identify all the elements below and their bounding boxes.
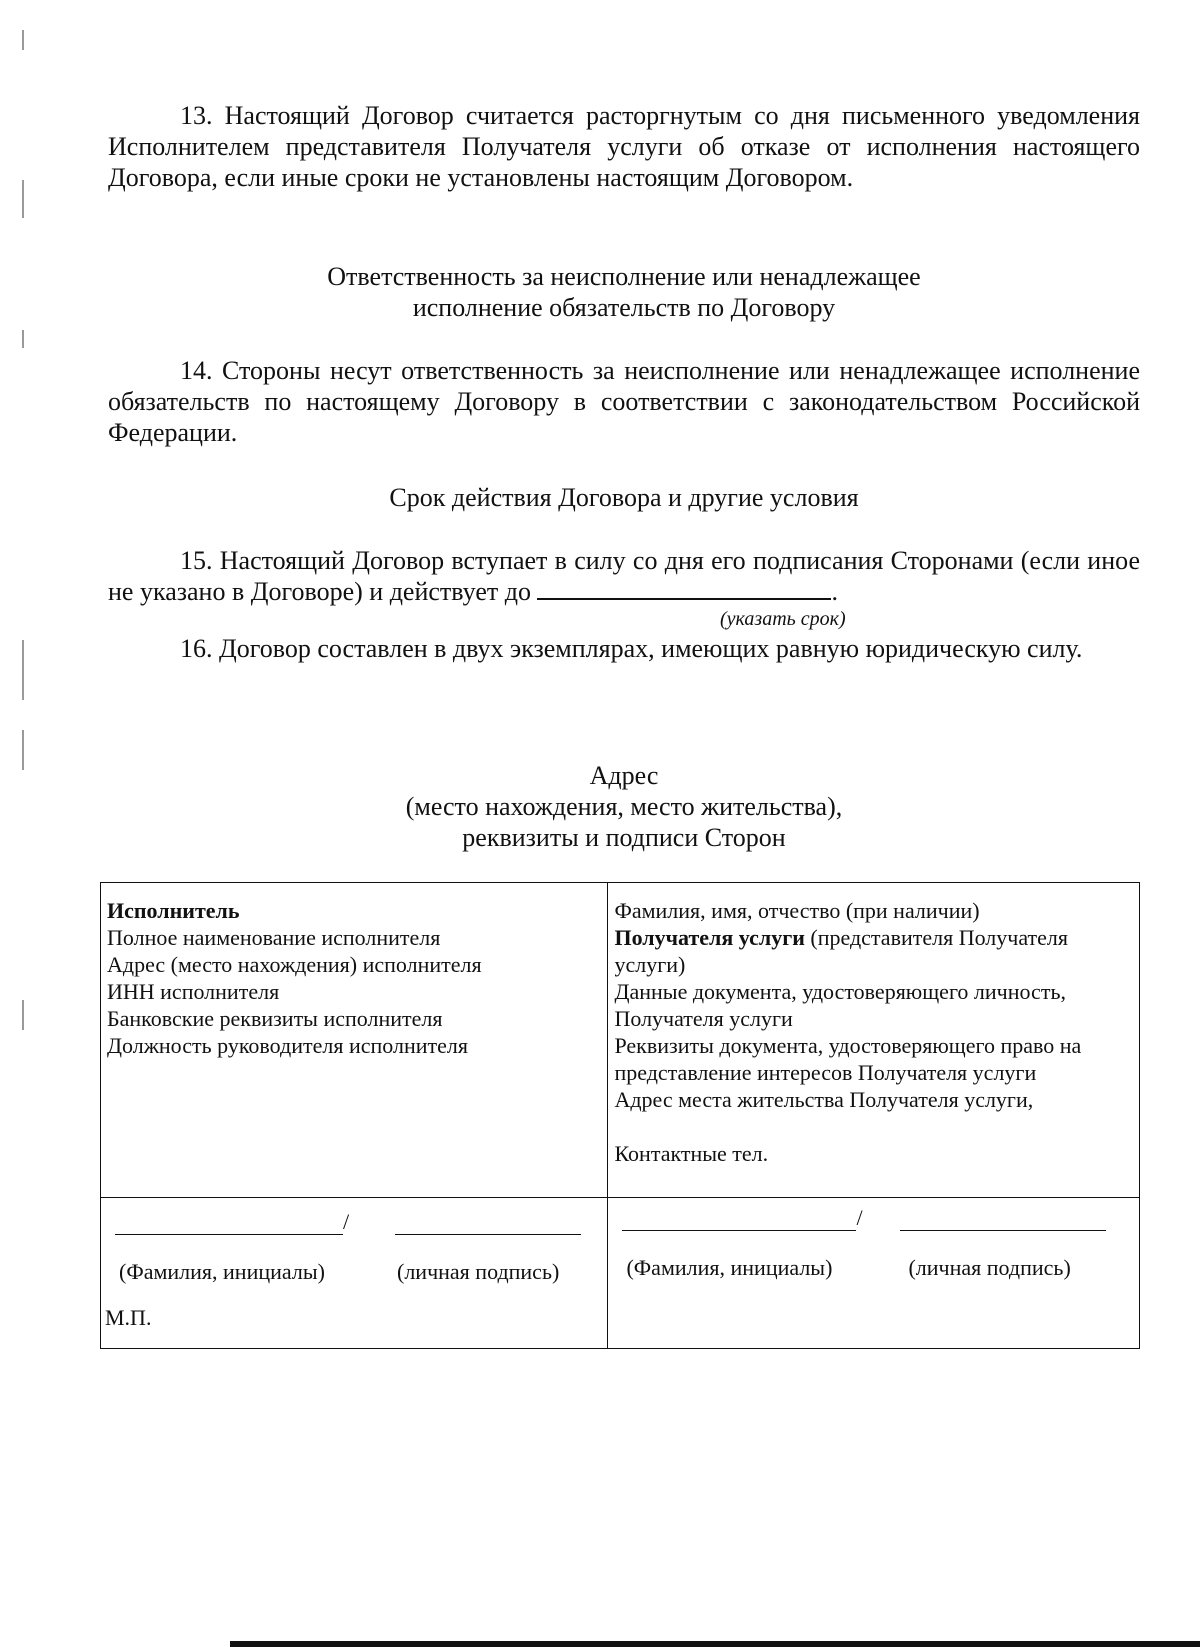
executor-slash: / bbox=[343, 1209, 350, 1234]
scan-bottom-edge bbox=[230, 1641, 1200, 1647]
recipient-line: Данные документа, удостоверяющего личность, Получателя услуги bbox=[614, 979, 1066, 1031]
recipient-bold: Получателя услуги bbox=[614, 925, 805, 950]
scan-margin-mark bbox=[22, 30, 24, 50]
heading-address-line1: Адрес bbox=[589, 761, 659, 790]
term-hint: (указать срок) bbox=[720, 608, 846, 630]
recipient-details-cell bbox=[608, 883, 1140, 1198]
executor-line: ИНН исполнителя bbox=[107, 979, 280, 1004]
recipient-slash: / bbox=[856, 1205, 863, 1230]
paragraph-16: 16. Договор составлен в двух экземплярах, имеющих равную юридическую силу. bbox=[180, 634, 1083, 663]
heading-responsibility-line1: Ответственность за неисполнение или ненадлежащее bbox=[327, 262, 921, 291]
recipient-sign-line[interactable] bbox=[900, 1230, 1106, 1231]
paragraph-13: 13. Настоящий Договор считается расторгнутым со дня письменного уведомления Исполнителем представителя Получателя услуги об отказе от исполнения настоящего Договора, если иные сроки не установлены настоящим Договором. bbox=[108, 101, 1140, 192]
executor-line: Адрес (место нахождения) исполнителя bbox=[107, 952, 482, 977]
heading-responsibility-line2: исполнение обязательств по Договору bbox=[412, 293, 836, 322]
executor-name-label: (Фамилия, инициалы) bbox=[119, 1259, 325, 1284]
paragraph-15 bbox=[108, 545, 1140, 607]
recipient-line1: Фамилия, имя, отчество (при наличии) bbox=[614, 898, 980, 923]
heading-address-line2: (место нахождения, место жительства), bbox=[405, 792, 843, 821]
recipient-name-line[interactable] bbox=[622, 1230, 856, 1231]
recipient-sign-label: (личная подпись) bbox=[908, 1255, 1071, 1280]
scan-margin-mark bbox=[22, 730, 24, 770]
recipient-line: Адрес места жительства Получателя услуги, bbox=[614, 1087, 1034, 1112]
executor-line: Банковские реквизиты исполнителя bbox=[107, 1006, 443, 1031]
executor-line: Должность руководителя исполнителя bbox=[107, 1033, 468, 1058]
recipient-line: Реквизиты документа, удостоверяющего право на представление интересов Получателя услуги bbox=[614, 1033, 1082, 1085]
recipient-line2 bbox=[614, 924, 1133, 978]
heading-address bbox=[108, 760, 1140, 853]
executor-sign-label: (личная подпись) bbox=[397, 1259, 560, 1284]
parties-table bbox=[100, 882, 1140, 1349]
paragraph-15-text: 15. Настоящий Договор вступает в силу со дня его подписания Сторонами (если иное не указано в Договоре) и действует до bbox=[108, 546, 1140, 606]
heading-term: Срок действия Договора и другие условия bbox=[389, 483, 859, 512]
paragraph-14: 14. Стороны несут ответственность за неисполнение или ненадлежащее исполнение обязательств по настоящему Договору в соответствии с законодательством Российской Федерации. bbox=[108, 356, 1140, 447]
executor-sign-line[interactable] bbox=[395, 1234, 581, 1235]
scan-margin-mark bbox=[22, 330, 24, 348]
details-row bbox=[101, 883, 1140, 1198]
executor-line: Полное наименование исполнителя bbox=[107, 925, 441, 950]
executor-details-cell bbox=[101, 883, 608, 1198]
term-blank-field[interactable] bbox=[537, 576, 831, 600]
recipient-name-label: (Фамилия, инициалы) bbox=[626, 1255, 833, 1280]
stamp-label: М.П. bbox=[105, 1305, 152, 1330]
heading-address-line3: реквизиты и подписи Сторон bbox=[462, 823, 786, 852]
recipient-line2-rest: (представителя Получателя услуги) bbox=[614, 925, 1069, 977]
paragraph-15-end: . bbox=[831, 577, 838, 606]
executor-name-line[interactable] bbox=[115, 1234, 343, 1235]
scan-margin-mark bbox=[22, 1000, 24, 1030]
executor-title: Исполнитель bbox=[107, 898, 240, 923]
signature-row bbox=[101, 1198, 1140, 1349]
recipient-signature-cell bbox=[608, 1198, 1140, 1349]
scan-margin-mark bbox=[22, 180, 24, 218]
executor-signature-cell bbox=[101, 1198, 608, 1349]
heading-responsibility bbox=[108, 261, 1140, 323]
recipient-contacts: Контактные тел. bbox=[614, 1141, 769, 1166]
scan-margin-mark bbox=[22, 640, 24, 700]
